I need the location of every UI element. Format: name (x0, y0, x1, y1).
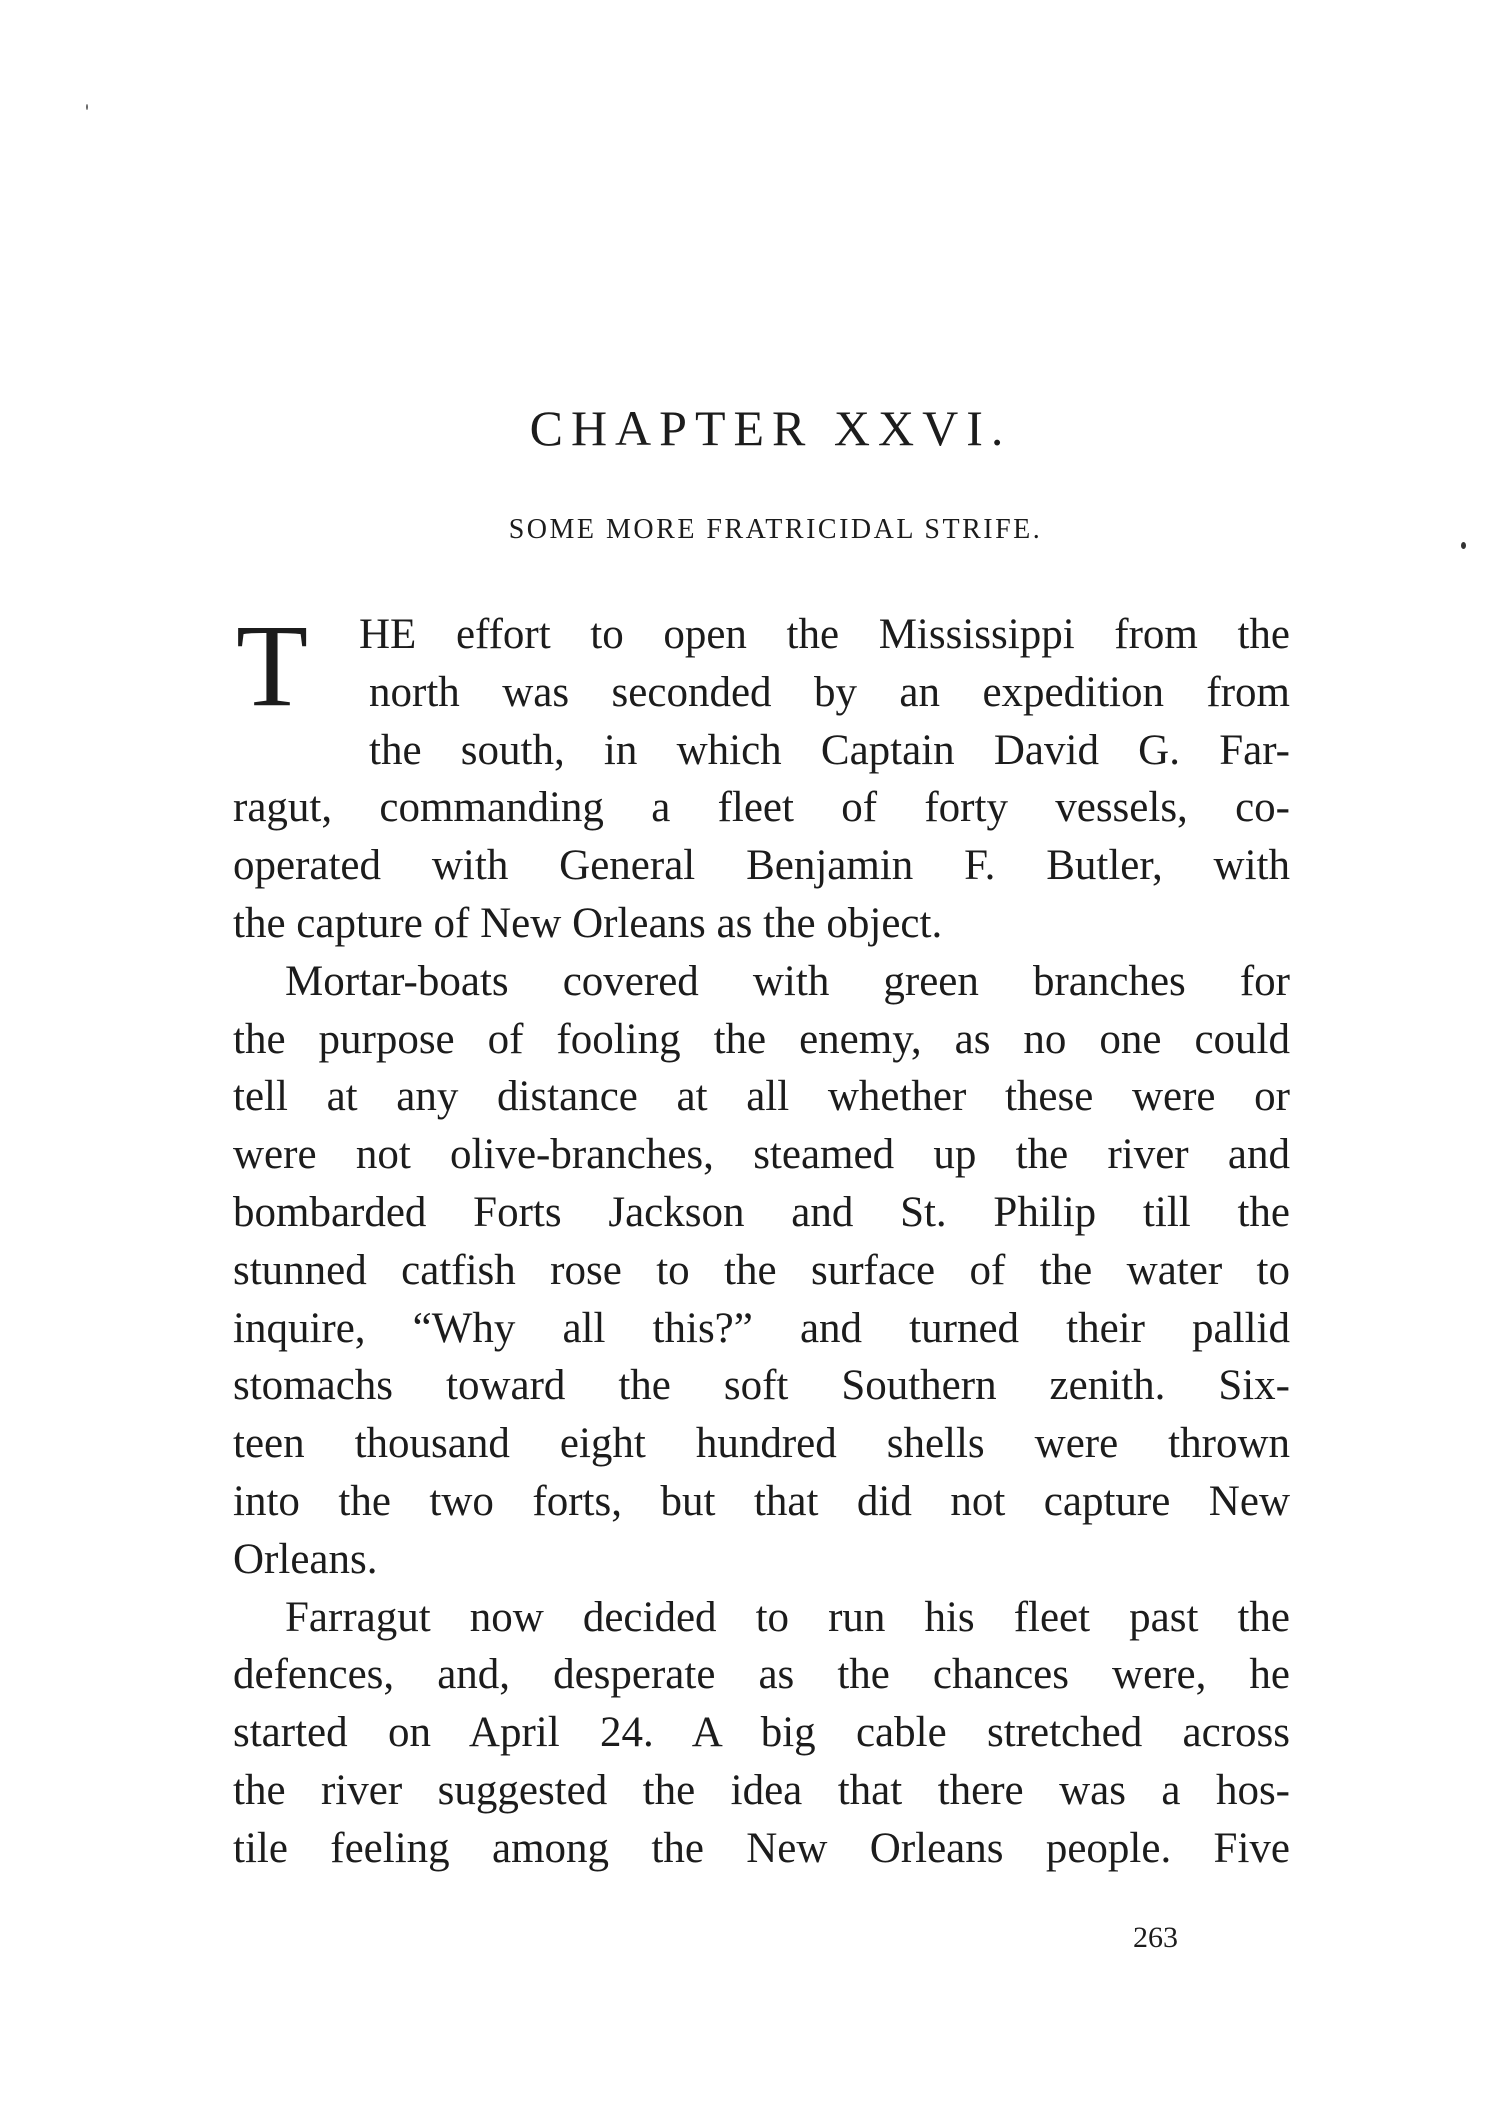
text-line: Mortar-boats covered with green branches for (285, 957, 1290, 1005)
body-text (233, 600, 1290, 1878)
text-line: stomachs toward the soft Southern zenith. Six- (233, 1362, 1290, 1410)
text-line: ragut, commanding a fleet of forty vessels, co- (233, 784, 1290, 832)
text-line: teen thousand eight hundred shells were thrown (233, 1420, 1290, 1468)
chapter-subtitle: SOME MORE FRATRICIDAL STRIFE. (508, 514, 1043, 545)
text-line: tile feeling among the New Orleans people. Five (233, 1824, 1290, 1872)
text-line: started on April 24. A big cable stretched across (233, 1709, 1290, 1757)
paper-speck (86, 104, 88, 110)
text-line: the purpose of fooling the enemy, as no one could (233, 1015, 1290, 1063)
drop-cap: T (236, 600, 309, 731)
text-line: the river suggested the idea that there was a hos- (233, 1766, 1290, 1814)
text-line: were not olive-branches, steamed up the river and (233, 1131, 1290, 1179)
text-line: inquire, “Why all this?” and turned their pallid (233, 1304, 1290, 1352)
page-number: 263 (1133, 1921, 1178, 1954)
text-line: defences, and, desperate as the chances were, he (233, 1651, 1290, 1699)
paper-speck (1461, 542, 1466, 549)
text-line: north was seconded by an expedition from (369, 668, 1290, 716)
text-line: Orleans. (233, 1535, 378, 1583)
text-line: operated with General Benjamin F. Butler, with (233, 842, 1290, 890)
text-line: the capture of New Orleans as the object. (233, 899, 943, 947)
chapter-title: CHAPTER XXVI. (529, 400, 1012, 456)
text-line: stunned catfish rose to the surface of the water to (233, 1246, 1290, 1294)
text-line: bombarded Forts Jackson and St. Philip till the (233, 1188, 1290, 1236)
text-line: into the two forts, but that did not capture New (233, 1477, 1290, 1525)
text-line: HE effort to open the Mississippi from the (359, 611, 1290, 658)
text-line: tell at any distance at all whether these were or (233, 1073, 1290, 1121)
text-line: the south, in which Captain David G. Far- (369, 726, 1290, 774)
text-line: Farragut now decided to run his fleet past the (285, 1593, 1290, 1641)
